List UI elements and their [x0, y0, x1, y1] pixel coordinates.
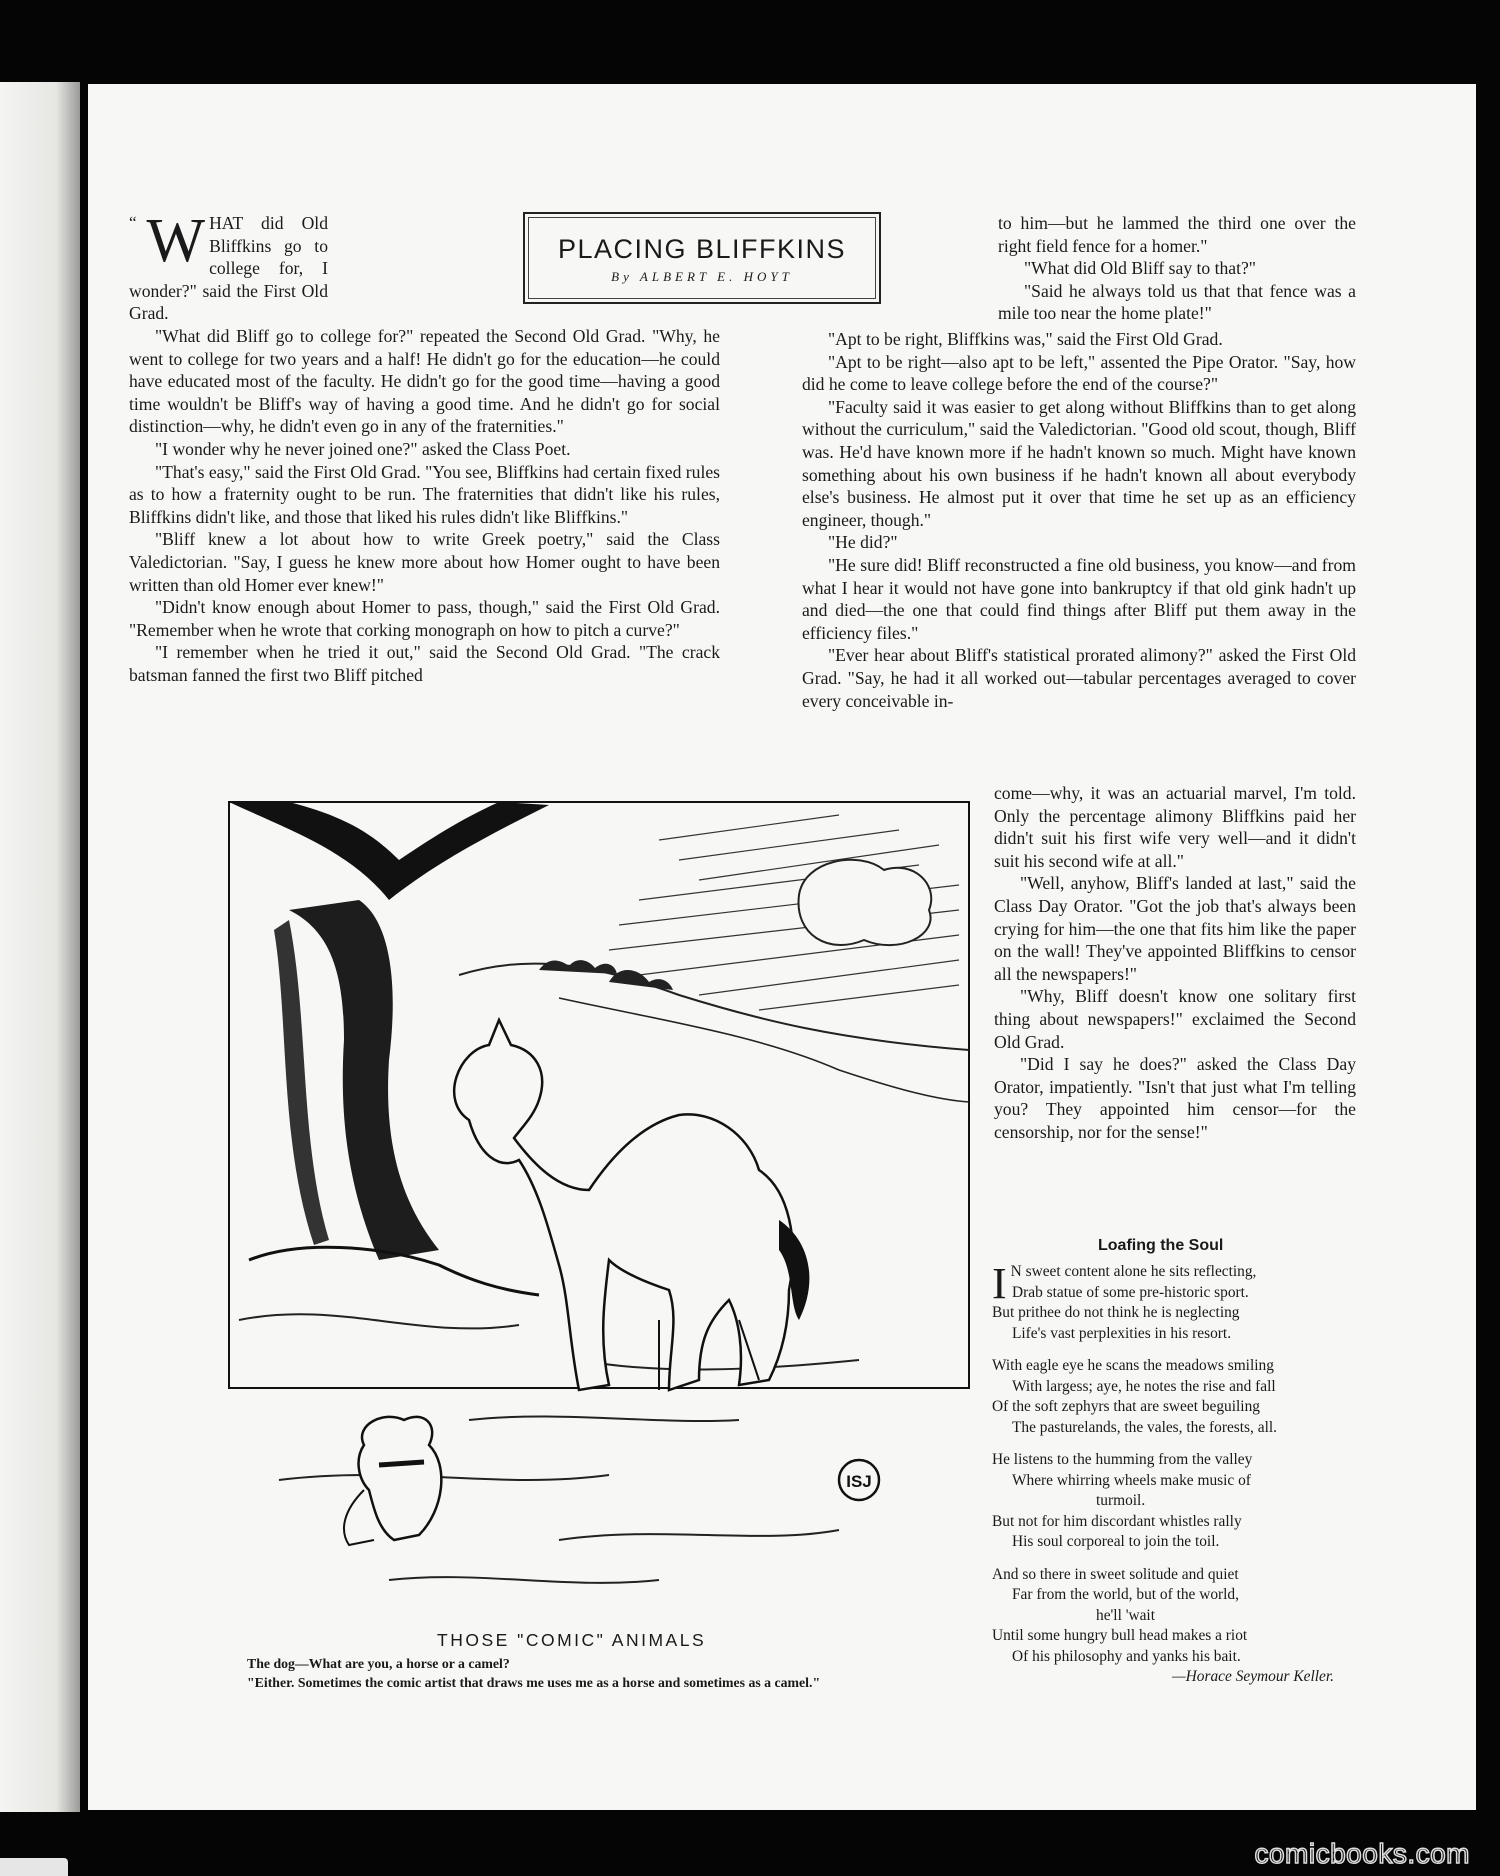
paragraph: “ W HAT did Old Bliffkins go to college for, I wonder?" said the First Old Grad.: [129, 207, 328, 324]
poem-line: His soul corporeal to join the toil.: [1012, 1533, 1220, 1550]
article-title: PLACING BLIFFKINS: [557, 234, 847, 264]
poem-line: Until some hungry bull head makes a riot: [992, 1627, 1248, 1644]
poem-title: Loafing the Soul: [1098, 1237, 1224, 1254]
poem-drop-cap: I: [992, 1259, 1007, 1308]
poem-line: The pasturelands, the vales, the forests, all.: [1012, 1418, 1277, 1436]
column-left: [129, 207, 720, 686]
cartoon-illustration: [139, 720, 971, 1616]
site-watermark: comicbooks.com: [1254, 1838, 1470, 1869]
column-right-lower: [994, 782, 1356, 1144]
paragraph: "Why, Bliff doesn't know one solitary first thing about newspapers!" exclaimed the Second Old Grad.: [994, 986, 1356, 1052]
paragraph: "Ever hear about Bliff's statistical prorated alimony?" asked the First Old Grad. "Say, he had it all worked out—tabular percentages averaged to cover every conceivable in-: [802, 645, 1356, 711]
poem-line: Of the soft zephyrs that are sweet beguiling: [992, 1398, 1260, 1415]
paragraph: "Bliff knew a lot about how to write Greek poetry," said the Class Valedictorian. "Say, I guess he knew more about how Homer ought to have been written than old Homer ever knew!": [129, 529, 720, 595]
paragraph: "Apt to be right, Bliffkins was," said the First Old Grad.: [828, 329, 1223, 349]
corner-tab: [0, 1858, 68, 1876]
column-right-middle: [802, 328, 1356, 712]
paragraph: "Faculty said it was easier to get along without Bliffkins than to get along without the curriculum," said the Valedictorian. "Good old scout, though, Bliff was. He'd have known more if he hadn't known so much. Might have known something about his own business if he hadn't known all about everybody else's business. He almost put it over that time he set up as an efficiency engineer, though.": [802, 396, 1356, 530]
poem-line: Far from the world, but of the world,: [1012, 1586, 1239, 1603]
poem-line: With eagle eye he scans the meadows smiling: [992, 1357, 1274, 1374]
poem-line: Life's vast perplexities in his resort.: [1012, 1324, 1232, 1342]
cartoon-caption-line: "Either. Sometimes the comic artist that draws me uses me as a horse and sometimes as a camel.": [247, 1675, 821, 1690]
poem-line: Of his philosophy and yanks his bait.: [1012, 1647, 1241, 1665]
poem-line: Drab statue of some pre-historic sport.: [1012, 1283, 1249, 1301]
poem-line: he'll 'wait: [1096, 1606, 1155, 1624]
poem-line: But prithee do not think he is neglecting: [992, 1304, 1240, 1321]
poem-line: And so there in sweet solitude and quiet: [992, 1565, 1239, 1583]
paragraph: "What did Old Bliff say to that?": [1024, 258, 1256, 279]
artist-signature: ISJ: [846, 1472, 872, 1491]
paragraph: "Did I say he does?" asked the Class Day Orator, impatiently. "Isn't that just what I'm telling you? They appointed him censor—for the censorship, nor for the sense!": [994, 1054, 1356, 1142]
paragraph: "Didn't know enough about Homer to pass, though," said the First Old Grad. "Remember when he wrote that corking monograph on how to pitch a curve?": [129, 597, 720, 640]
paragraph: come—why, it was an actuarial marvel, I'm told. Only the percentage alimony Bliffkins paid her didn't suit his first wife very well—and it didn't suit his second wife at all.": [994, 783, 1356, 871]
poem-line: With largess; aye, he notes the rise and fall: [1012, 1377, 1276, 1395]
paragraph: to him—but he lammed the third one over the right field fence for a homer.": [998, 213, 1356, 256]
poem: [992, 1259, 1354, 1700]
poem-line: But not for him discordant whistles rally: [992, 1512, 1242, 1530]
column-right-top: [998, 212, 1356, 325]
cartoon-caption-title: THOSE "COMIC" ANIMALS: [437, 1630, 707, 1650]
cartoon-caption-line: The dog—What are you, a horse or a camel?: [247, 1656, 510, 1671]
paragraph: "Apt to be right—also apt to be left," assented the Pipe Orator. "Say, how did he come to leave college before the end of the course?": [802, 351, 1356, 395]
paragraph: "He sure did! Bliff reconstructed a fine old business, you know—and from what I hear it would not have gone into bankruptcy if that old gink hadn't up and died—the one that could find things after Bliff put them away in the efficiency files.": [802, 554, 1356, 643]
byline: By ALBERT E. HOYT: [611, 269, 793, 284]
drop-cap: W: [146, 207, 206, 275]
paragraph: "Said he always told us that that fence was a mile too near the home plate!": [998, 280, 1356, 324]
left-page-edge: [0, 82, 80, 1812]
poem-line: N sweet content alone he sits reflecting,: [1010, 1263, 1257, 1280]
poem-line: turmoil.: [1096, 1492, 1146, 1509]
poem-line: He listens to the humming from the valley: [992, 1451, 1253, 1468]
poem-signature: —Horace Seymour Keller.: [1172, 1668, 1334, 1685]
paragraph: "Well, anyhow, Bliff's landed at last," said the Class Day Orator. "Got the job that's always been crying for him—the one that fits him like the paper on the wall! They've appointed Bliffkins to censor all the newspapers!": [994, 873, 1356, 984]
paragraph: "He did?": [828, 532, 898, 553]
poem-line: Where whirring wheels make music of: [1012, 1471, 1251, 1489]
paragraph: "I remember when he tried it out," said the Second Old Grad. "The crack batsman fanned the first two Bliff pitched: [129, 642, 720, 685]
paragraph: "That's easy," said the First Old Grad. "You see, Bliffkins had certain fixed rules as to how a fraternity ought to be run. The fraternities that didn't like his rules, Bliffkins didn't like, and those that liked his rules didn't like Bliffkins.": [129, 461, 720, 527]
paragraph: "What did Bliff go to college for?" repeated the Second Old Grad. "Why, he went to college for two years and a half! He didn't go for the education—he could have educated most of the faculty. He didn't go for the good time—having a good time wouldn't be Bliff's way of having a good time. And he didn't go for social distinction—why, he didn't even go in any of the fraternities.": [129, 325, 720, 437]
paragraph: "I wonder why he never joined one?" asked the Class Poet.: [155, 438, 571, 459]
